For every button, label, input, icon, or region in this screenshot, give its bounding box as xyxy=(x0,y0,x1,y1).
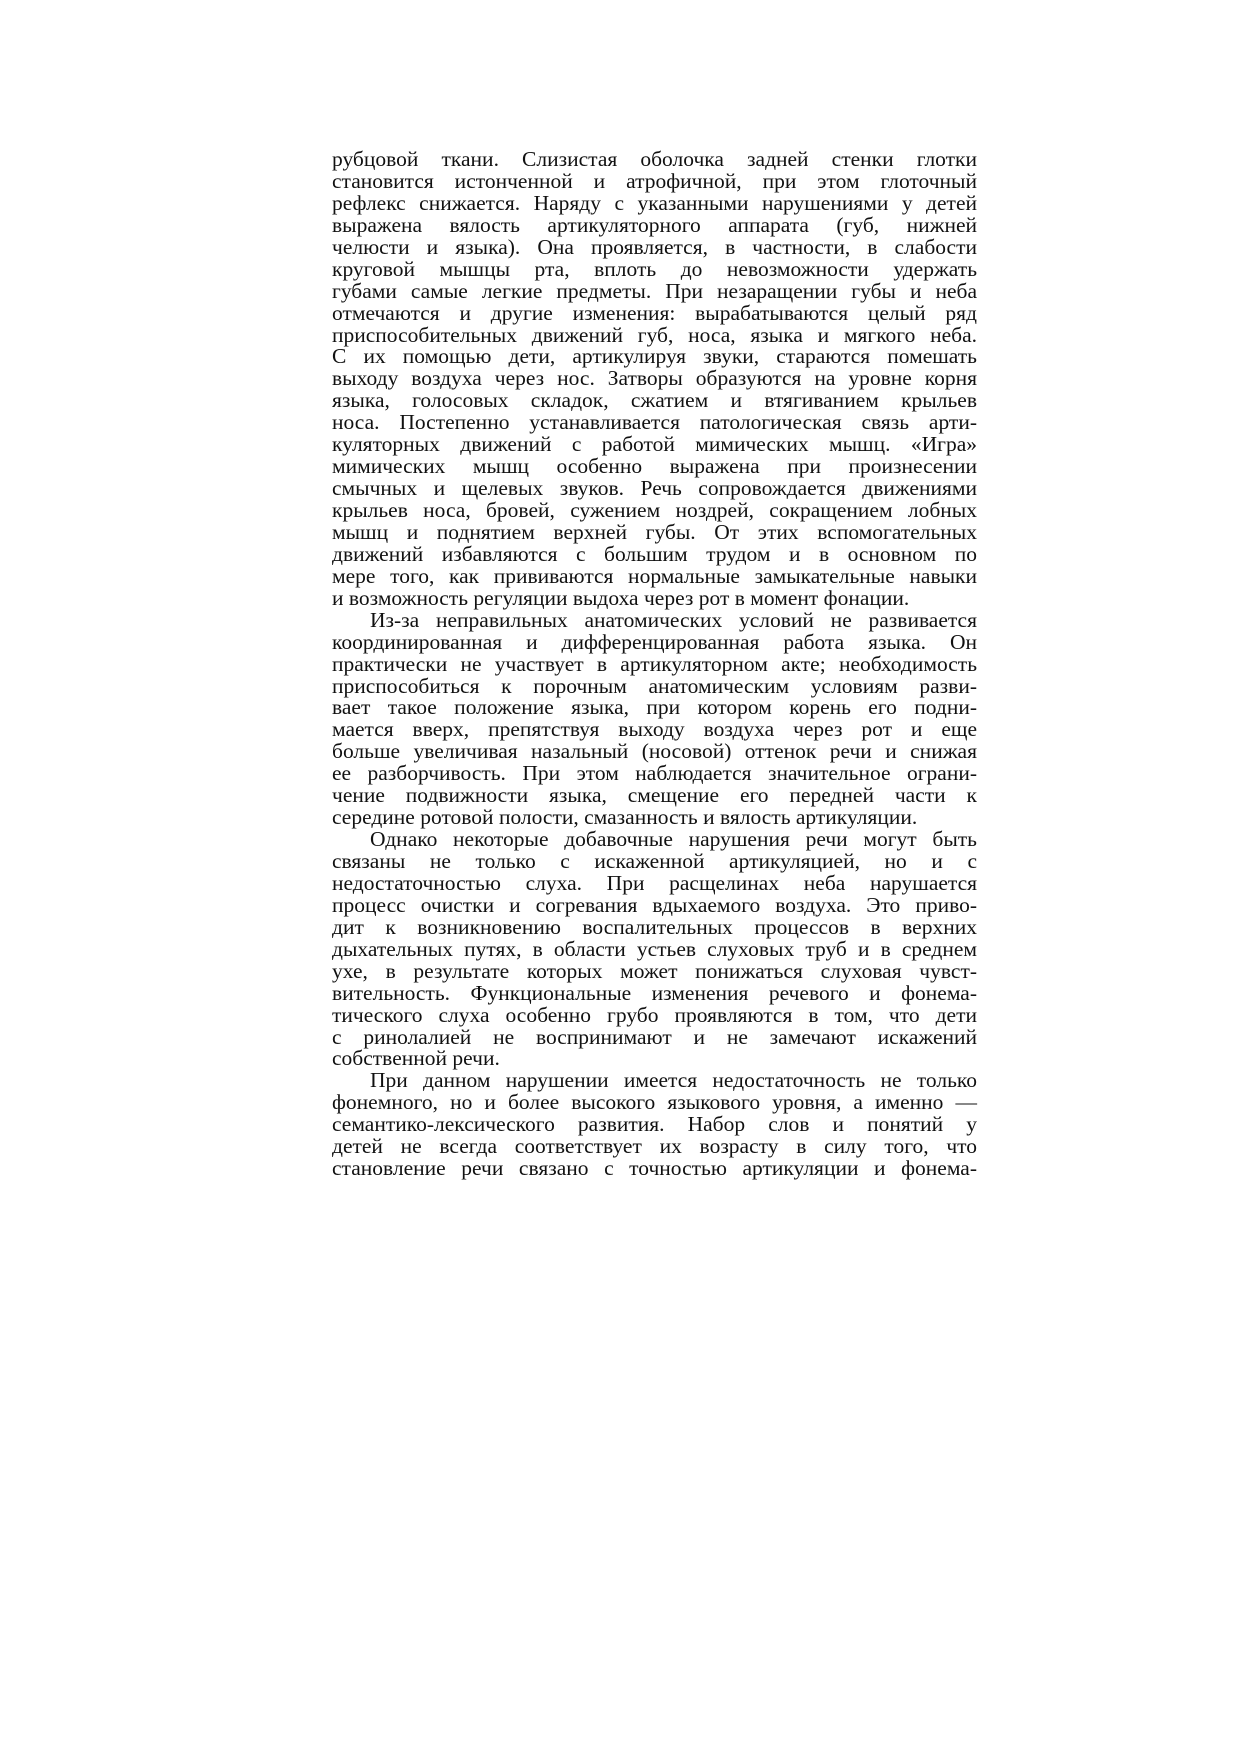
text-line: выражена вялость артикуляторного аппарата (губ, нижней xyxy=(332,212,977,237)
paragraph-2 xyxy=(332,607,977,830)
text-line: смычных и щелевых звуков. Речь сопровождается движениями xyxy=(332,476,977,501)
text-line: носа. Постепенно устанавливается патологическая связь арти- xyxy=(332,410,977,435)
text-line: Из-за неправильных анатомических условий не развивается xyxy=(370,607,977,632)
text-line: мается вверх, препятствуя выходу воздуха через рот и еще xyxy=(332,717,977,742)
text-line: ухе, в результате которых может понижаться слуховая чувст- xyxy=(332,958,977,983)
text-line: и возможность регуляции выдоха через рот в момент фонации. xyxy=(332,585,910,610)
text-line: процесс очистки и согревания вдыхаемого воздуха. Это приво- xyxy=(332,892,977,917)
text-line: детей не всегда соответствует их возрасту в силу того, что xyxy=(332,1134,977,1159)
text-line: С их помощью дети, артикулируя звуки, стараются помешать xyxy=(332,344,977,369)
text-line: становится истонченной и атрофичной, при этом глоточный xyxy=(332,168,977,193)
text-line: больше увеличивая назальный (носовой) оттенок речи и снижая xyxy=(332,739,977,764)
text-line: середине ротовой полости, смазанность и вялость артикуляции. xyxy=(332,805,918,830)
text-line: дыхательных путях, в области устьев слуховых труб и в среднем xyxy=(332,936,977,961)
text-line: практически не участвует в артикуляторном акте; необходимость xyxy=(332,651,977,676)
text-line: с ринолалией не воспринимают и не замечают искажений xyxy=(332,1024,977,1049)
text-line: губами самые легкие предметы. При незаращении губы и неба xyxy=(332,278,977,303)
text-line: выходу воздуха через нос. Затворы образуются на уровне корня xyxy=(332,366,977,391)
text-line: мимических мышц особенно выражена при произнесении xyxy=(332,454,977,479)
text-line: дит к возникновению воспалительных процессов в верхних xyxy=(332,914,977,939)
text-line: отмечаются и другие изменения: вырабатываются целый ряд xyxy=(332,300,977,325)
text-line: приспособительных движений губ, носа, языка и мягкого неба. xyxy=(332,322,977,347)
paragraph-3 xyxy=(332,829,977,1070)
text-line: При данном нарушении имеется недостаточность не только xyxy=(370,1068,977,1093)
text-line: мышц и поднятием верхней губы. От этих вспомогательных xyxy=(332,519,977,544)
text-line: фонемного, но и более высокого языкового уровня, а именно — xyxy=(332,1090,977,1115)
text-line: Однако некоторые добавочные нарушения речи могут быть xyxy=(370,827,977,852)
text-line: чение подвижности языка, смещение его передней части к xyxy=(332,783,977,808)
text-line: крыльев носа, бровей, сужением ноздрей, сокращением лобных xyxy=(332,498,977,522)
paragraph-4 xyxy=(332,1070,977,1180)
text-line: становление речи связано с точностью артикуляции и фонема- xyxy=(332,1156,977,1181)
text-line: связаны не только с искаженной артикуляцией, но и с xyxy=(332,849,977,873)
text-line: вает такое положение языка, при котором корень его подни- xyxy=(332,695,977,720)
text-line: недостаточностью слуха. При расщелинах неба нарушается xyxy=(332,870,977,895)
text-line: челюсти и языка). Она проявляется, в частности, в слабости xyxy=(332,234,977,259)
text-line: вительность. Функциональные изменения речевого и фонема- xyxy=(332,980,977,1005)
text-line: мере того, как прививаются нормальные замыкательные навыки xyxy=(332,563,977,588)
text-line: рефлекс снижается. Наряду с указанными нарушениями у детей xyxy=(332,190,977,215)
text-line: куляторных движений с работой мимических мышц. «Игра» xyxy=(332,432,977,457)
text-line: координированная и дифференцированная работа языка. Он xyxy=(332,629,977,654)
text-line: ее разборчивость. При этом наблюдается значительное ограни- xyxy=(332,761,977,786)
paragraph-1 xyxy=(332,149,977,610)
text-line: семантико-лексического развития. Набор слов и понятий у xyxy=(332,1112,977,1137)
text-line: приспособиться к порочным анатомическим условиям разви- xyxy=(332,673,977,698)
text-line: языка, голосовых складок, сжатием и втягиванием крыльев xyxy=(332,388,977,413)
text-line: круговой мышцы рта, вплоть до невозможности удержать xyxy=(332,256,977,281)
text-line: собственной речи. xyxy=(332,1046,500,1071)
text-line: рубцовой ткани. Слизистая оболочка задней стенки глотки xyxy=(332,147,977,171)
document-page xyxy=(332,149,977,1180)
text-line: движений избавляются с большим трудом и в основном по xyxy=(332,541,977,566)
text-line: тического слуха особенно грубо проявляются в том, что дети xyxy=(332,1002,977,1027)
